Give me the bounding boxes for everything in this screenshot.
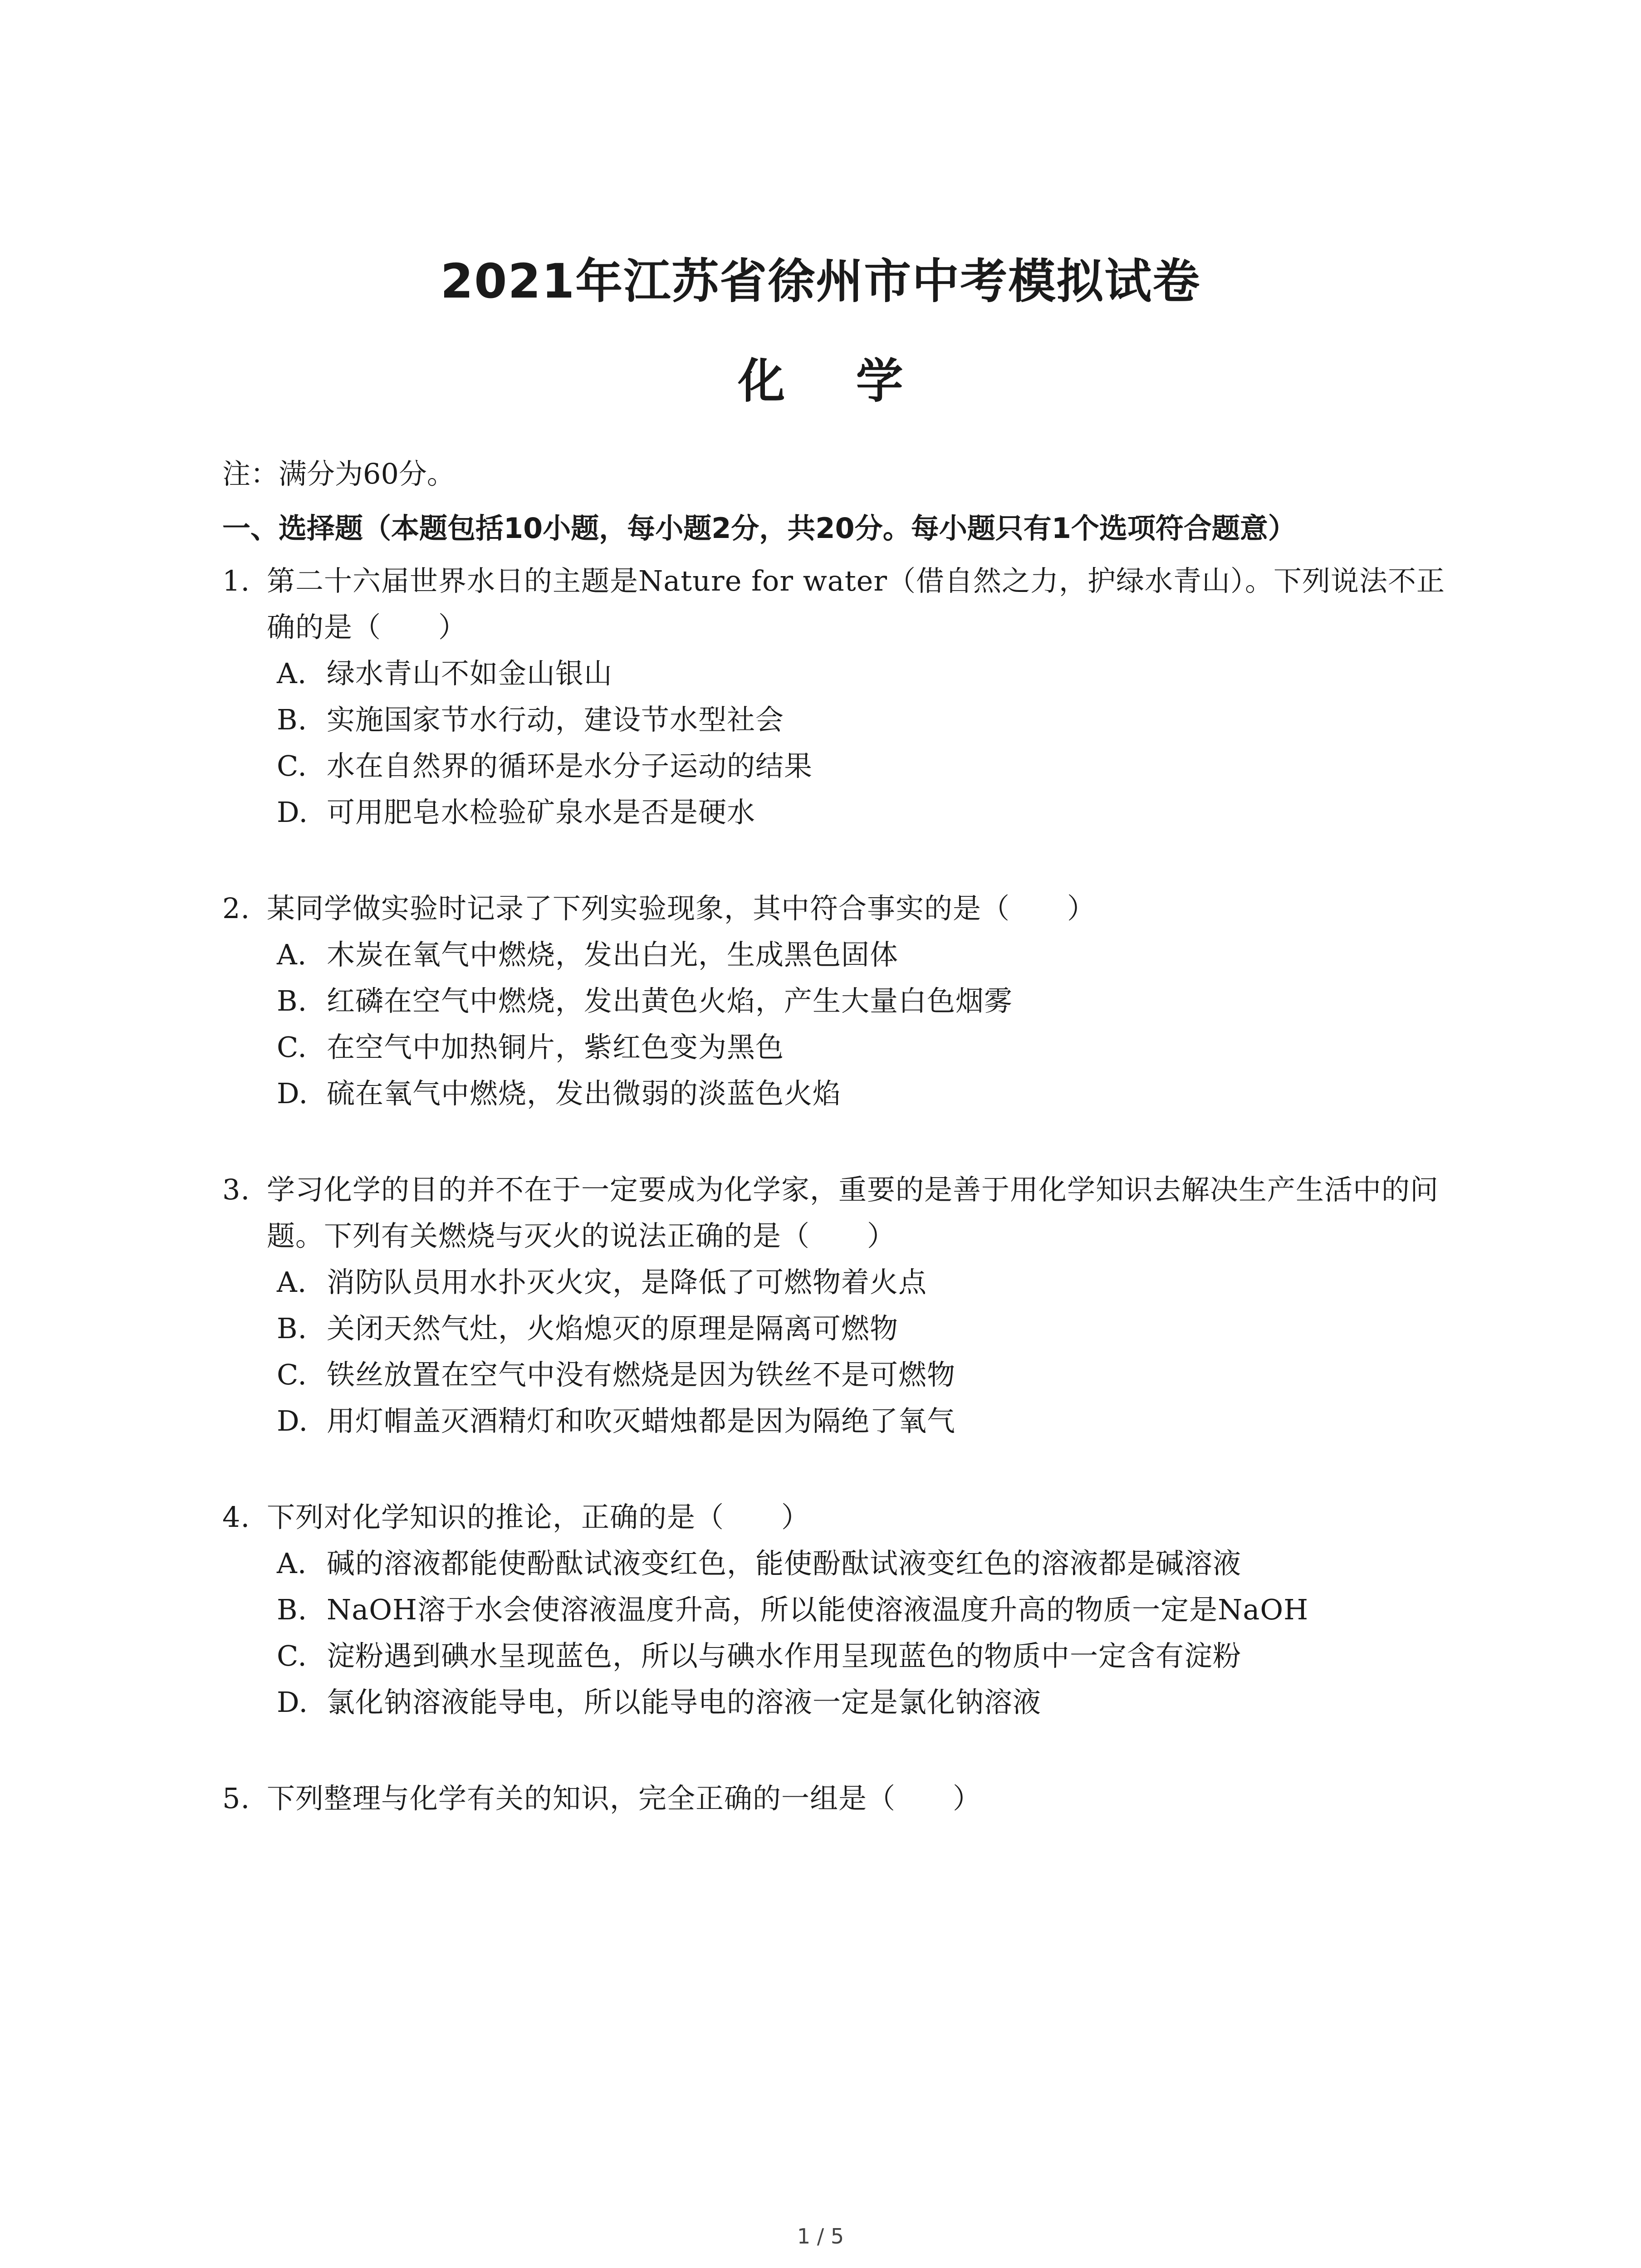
question-stem	[222, 1494, 1452, 1540]
option-b	[222, 1305, 1452, 1352]
option-c	[222, 743, 1452, 789]
option-d	[222, 1070, 1452, 1117]
question-stem	[222, 1775, 1452, 1822]
score-note: 注：满分为60分。	[222, 457, 455, 490]
option-letter: D.	[277, 1686, 309, 1719]
option-letter: B.	[277, 984, 308, 1017]
option-text: 可用肥皂水检验矿泉水是否是硬水	[327, 796, 756, 829]
option-a	[222, 1540, 1452, 1587]
option-text: 消防队员用水扑灭火灾，是降低了可燃物着火点	[327, 1266, 927, 1299]
question-stem	[222, 1167, 1452, 1259]
option-text: 硫在氧气中燃烧，发出微弱的淡蓝色火焰	[327, 1077, 842, 1110]
option-text: 用灯帽盖灭酒精灯和吹灭蜡烛都是因为隔绝了氧气	[327, 1404, 956, 1437]
question-stem	[222, 885, 1452, 932]
question-text: 某同学做实验时记录了下列实验现象，其中符合事实的是（ ）	[267, 892, 1096, 925]
option-text: 红磷在空气中燃烧，发出黄色火焰，产生大量白色烟雾	[327, 984, 1013, 1017]
exam-title: 2021年江苏省徐州市中考模拟试卷	[440, 254, 1201, 309]
option-d	[222, 1398, 1452, 1444]
option-b	[222, 697, 1452, 743]
option-letter: A.	[277, 938, 307, 971]
option-d	[222, 1679, 1452, 1725]
question-3	[222, 1167, 1452, 1444]
question-list	[222, 558, 1452, 1872]
option-text: NaOH溶于水会使溶液温度升高，所以能使溶液温度升高的物质一定是NaOH	[327, 1593, 1309, 1626]
option-text: 关闭天然气灶，火焰熄灭的原理是隔离可燃物	[327, 1312, 899, 1345]
question-number: 5.	[222, 1782, 250, 1815]
question-5	[222, 1775, 1452, 1822]
option-text: 氯化钠溶液能导电，所以能导电的溶液一定是氯化钠溶液	[327, 1686, 1042, 1719]
option-letter: C.	[277, 749, 307, 782]
question-text: 下列对化学知识的推论，正确的是（ ）	[267, 1501, 810, 1534]
option-letter: A.	[277, 1547, 307, 1580]
option-c	[222, 1633, 1452, 1679]
page-number: 1 / 5	[797, 2224, 844, 2248]
option-letter: C.	[277, 1031, 307, 1064]
question-4	[222, 1494, 1452, 1725]
question-number: 1.	[222, 564, 250, 597]
option-letter: C.	[277, 1639, 307, 1672]
option-text: 碱的溶液都能使酚酞试液变红色，能使酚酞试液变红色的溶液都是碱溶液	[327, 1547, 1242, 1580]
question-2	[222, 885, 1452, 1117]
question-stem	[222, 558, 1452, 650]
option-c	[222, 1024, 1452, 1070]
question-number: 3.	[222, 1173, 250, 1206]
option-text: 实施国家节水行动，建设节水型社会	[327, 703, 784, 736]
option-b	[222, 1587, 1452, 1633]
option-letter: C.	[277, 1358, 307, 1391]
option-letter: D.	[277, 1404, 309, 1437]
question-1	[222, 558, 1452, 836]
option-letter: A.	[277, 657, 307, 690]
option-letter: B.	[277, 1593, 308, 1626]
option-text: 淀粉遇到碘水呈现蓝色，所以与碘水作用呈现蓝色的物质中一定含有淀粉	[327, 1639, 1242, 1672]
option-a	[222, 932, 1452, 978]
section-heading: 一、选择题（本题包括10小题，每小题2分，共20分。每小题只有1个选项符合题意）	[222, 512, 1296, 545]
option-text: 绿水青山不如金山银山	[327, 657, 613, 690]
option-c	[222, 1352, 1452, 1398]
option-letter: D.	[277, 796, 309, 829]
question-text: 学习化学的目的并不在于一定要成为化学家，重要的是善于用化学知识去解决生产生活中的问题。下列有关燃烧与灭火的说法正确的是（ ）	[267, 1173, 1439, 1252]
option-a	[222, 650, 1452, 697]
option-letter: D.	[277, 1077, 309, 1110]
option-letter: B.	[277, 703, 308, 736]
option-text: 水在自然界的循环是水分子运动的结果	[327, 749, 813, 782]
option-letter: B.	[277, 1312, 308, 1345]
option-text: 在空气中加热铜片，紫红色变为黑色	[327, 1031, 784, 1064]
option-b	[222, 978, 1452, 1024]
question-text: 第二十六届世界水日的主题是Nature for water（借自然之力，护绿水青山）。下列说法不正确的是（ ）	[267, 564, 1445, 644]
option-d	[222, 789, 1452, 836]
option-a	[222, 1259, 1452, 1305]
question-number: 4.	[222, 1501, 250, 1534]
question-number: 2.	[222, 892, 250, 925]
option-text: 铁丝放置在空气中没有燃烧是因为铁丝不是可燃物	[327, 1358, 956, 1391]
question-text: 下列整理与化学有关的知识，完全正确的一组是（ ）	[267, 1782, 982, 1815]
exam-subject: 化 学	[738, 353, 931, 409]
option-letter: A.	[277, 1266, 307, 1299]
option-text: 木炭在氧气中燃烧，发出白光，生成黑色固体	[327, 938, 899, 971]
